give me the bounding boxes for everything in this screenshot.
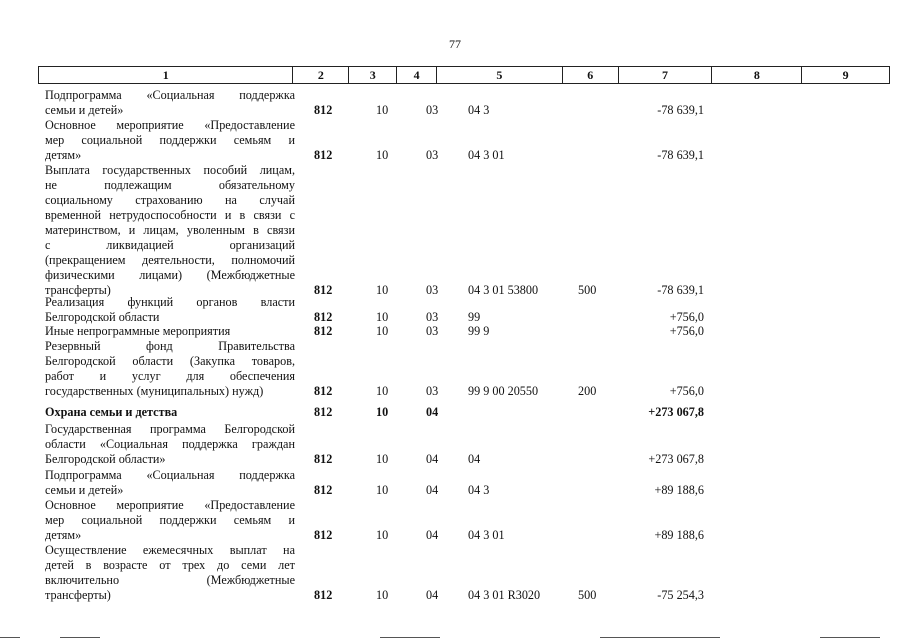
row-description (45, 468, 295, 498)
table-row (38, 163, 890, 298)
row-c5: 04 3 (468, 483, 490, 497)
description-line: детей в возрасте от трех до семи лет (45, 558, 295, 572)
scan-edge (380, 637, 440, 638)
description-line: не подлежащим обязательному (45, 178, 295, 192)
description-line: Белгородской области (45, 310, 160, 324)
description-line: области «Социальная поддержка граждан (45, 437, 295, 451)
table-row (38, 295, 890, 325)
column-header-6: 6 (563, 67, 619, 83)
row-c7: +89 188,6 (654, 528, 704, 542)
row-c3: 10 (376, 483, 389, 497)
row-c7: -78 639,1 (657, 148, 704, 162)
description-line: Основное мероприятие «Предоставление (45, 118, 295, 132)
row-c7: +273 067,8 (648, 405, 704, 419)
description-line: детям» (45, 148, 82, 162)
description-line: Подпрограмма «Социальная поддержка (45, 468, 295, 482)
description-line: Белгородской области (Закупка товаров, (45, 354, 295, 368)
row-c2: 812 (314, 588, 333, 602)
row-c4: 03 (426, 148, 439, 162)
row-c3: 10 (376, 283, 389, 297)
row-description (45, 163, 295, 298)
row-c7: +89 188,6 (654, 483, 704, 497)
row-description (45, 339, 295, 399)
row-c4: 03 (426, 384, 439, 398)
description-line: (прекращением деятельности, полномочий (45, 253, 295, 267)
row-c7: +273 067,8 (648, 452, 704, 466)
row-c3: 10 (376, 148, 389, 162)
description-line: мер социальной поддержки семьям и (45, 513, 295, 527)
description-line: Подпрограмма «Социальная поддержка (45, 88, 295, 102)
description-line: работ и услуг для обеспечения (45, 369, 295, 383)
row-c2: 812 (314, 324, 333, 338)
row-description (45, 543, 295, 603)
description-line: детям» (45, 528, 82, 542)
row-c3: 10 (376, 103, 389, 117)
row-c4: 04 (426, 528, 439, 542)
table-row (38, 498, 890, 543)
column-header-3: 3 (349, 67, 397, 83)
description-line: семьи и детей» (45, 103, 124, 117)
row-c2: 812 (314, 528, 333, 542)
row-description (45, 88, 295, 118)
column-header-1: 1 (39, 67, 293, 83)
row-c2: 812 (314, 452, 333, 466)
row-c7: -78 639,1 (657, 283, 704, 297)
scan-edge (600, 637, 720, 638)
row-c7: +756,0 (669, 384, 704, 398)
row-c5: 04 3 01 R3020 (468, 588, 541, 602)
row-c6: 200 (578, 384, 597, 398)
row-c3: 10 (376, 310, 389, 324)
column-header-7: 7 (619, 67, 713, 83)
row-c5: 99 9 (468, 324, 490, 338)
column-header-4: 4 (397, 67, 437, 83)
column-header-9: 9 (842, 68, 849, 82)
description-line: Охрана семьи и детства (45, 405, 178, 419)
column-header-8: 8 (712, 67, 802, 83)
row-c7: +756,0 (669, 310, 704, 324)
column-header-2: 2 (293, 67, 349, 83)
row-description (45, 422, 295, 467)
description-line: с ликвидацией организаций (45, 238, 295, 252)
table-row (38, 405, 890, 420)
table-header (38, 66, 890, 84)
description-line: Белгородской области» (45, 452, 166, 466)
description-line: мер социальной поддержки семьям и (45, 133, 295, 147)
column-header-5: 5 (437, 67, 563, 83)
table-row (38, 422, 890, 467)
row-c4: 03 (426, 103, 439, 117)
row-c2: 812 (314, 310, 333, 324)
table-row (38, 543, 890, 603)
table-row (38, 88, 890, 118)
row-c4: 04 (426, 452, 439, 466)
description-line: временной нетрудоспособности и в связи с (45, 208, 295, 222)
row-c2: 812 (314, 283, 333, 297)
row-c2: 812 (314, 483, 333, 497)
row-c3: 10 (376, 528, 389, 542)
row-c4: 04 (426, 588, 439, 602)
row-description (45, 118, 295, 163)
row-c7: -75 254,3 (657, 588, 704, 602)
row-description (45, 295, 295, 325)
row-c4: 03 (426, 324, 439, 338)
row-c2: 812 (314, 103, 333, 117)
description-line: Реализация функций органов власти (45, 295, 295, 309)
table-row (38, 324, 890, 339)
description-line: физическими лицами) (Межбюджетные (45, 268, 295, 282)
description-line: Выплата государственных пособий лицам, (45, 163, 295, 177)
row-c4: 03 (426, 310, 439, 324)
row-c4: 04 (426, 483, 439, 497)
row-c4: 03 (426, 283, 439, 297)
row-c6: 500 (578, 283, 597, 297)
row-c7: +756,0 (669, 324, 704, 338)
row-c5: 04 3 01 53800 (468, 283, 539, 297)
description-line: включительно (Межбюджетные (45, 573, 295, 587)
table-row (38, 468, 890, 498)
description-line: государственных (муниципальных) нужд) (45, 384, 264, 398)
row-c6: 500 (578, 588, 597, 602)
page-number: 77 (449, 37, 461, 51)
row-c5: 04 3 01 (468, 528, 505, 542)
description-line: трансферты) (45, 588, 111, 602)
row-c2: 812 (314, 148, 333, 162)
row-c3: 10 (376, 405, 389, 419)
row-c4: 04 (426, 405, 439, 419)
row-c3: 10 (376, 452, 389, 466)
table-row (38, 339, 890, 399)
description-line: трансферты) (45, 283, 111, 297)
row-description (45, 405, 295, 420)
row-description (45, 324, 295, 339)
row-c3: 10 (376, 384, 389, 398)
description-line: материнством, и лицам, уволенным в связи (45, 223, 295, 237)
description-line: Иные непрограммные мероприятия (45, 324, 231, 338)
row-c5: 99 9 00 20550 (468, 384, 539, 398)
table-row (38, 118, 890, 163)
row-c3: 10 (376, 324, 389, 338)
description-line: Резервный фонд Правительства (45, 339, 295, 353)
row-c7: -78 639,1 (657, 103, 704, 117)
row-description (45, 498, 295, 543)
row-c5: 04 (468, 452, 481, 466)
row-c5: 99 (468, 310, 481, 324)
description-line: Государственная программа Белгородской (45, 422, 295, 436)
description-line: социальному страхованию на случай (45, 193, 295, 207)
description-line: семьи и детей» (45, 483, 124, 497)
scan-edge (60, 637, 100, 638)
description-line: Основное мероприятие «Предоставление (45, 498, 295, 512)
row-c2: 812 (314, 405, 333, 419)
row-c5: 04 3 01 (468, 148, 505, 162)
description-line: Осуществление ежемесячных выплат на (45, 543, 295, 557)
row-c5: 04 3 (468, 103, 490, 117)
scan-edge (820, 637, 880, 638)
row-c3: 10 (376, 588, 389, 602)
row-c2: 812 (314, 384, 333, 398)
scan-edge (0, 637, 20, 638)
